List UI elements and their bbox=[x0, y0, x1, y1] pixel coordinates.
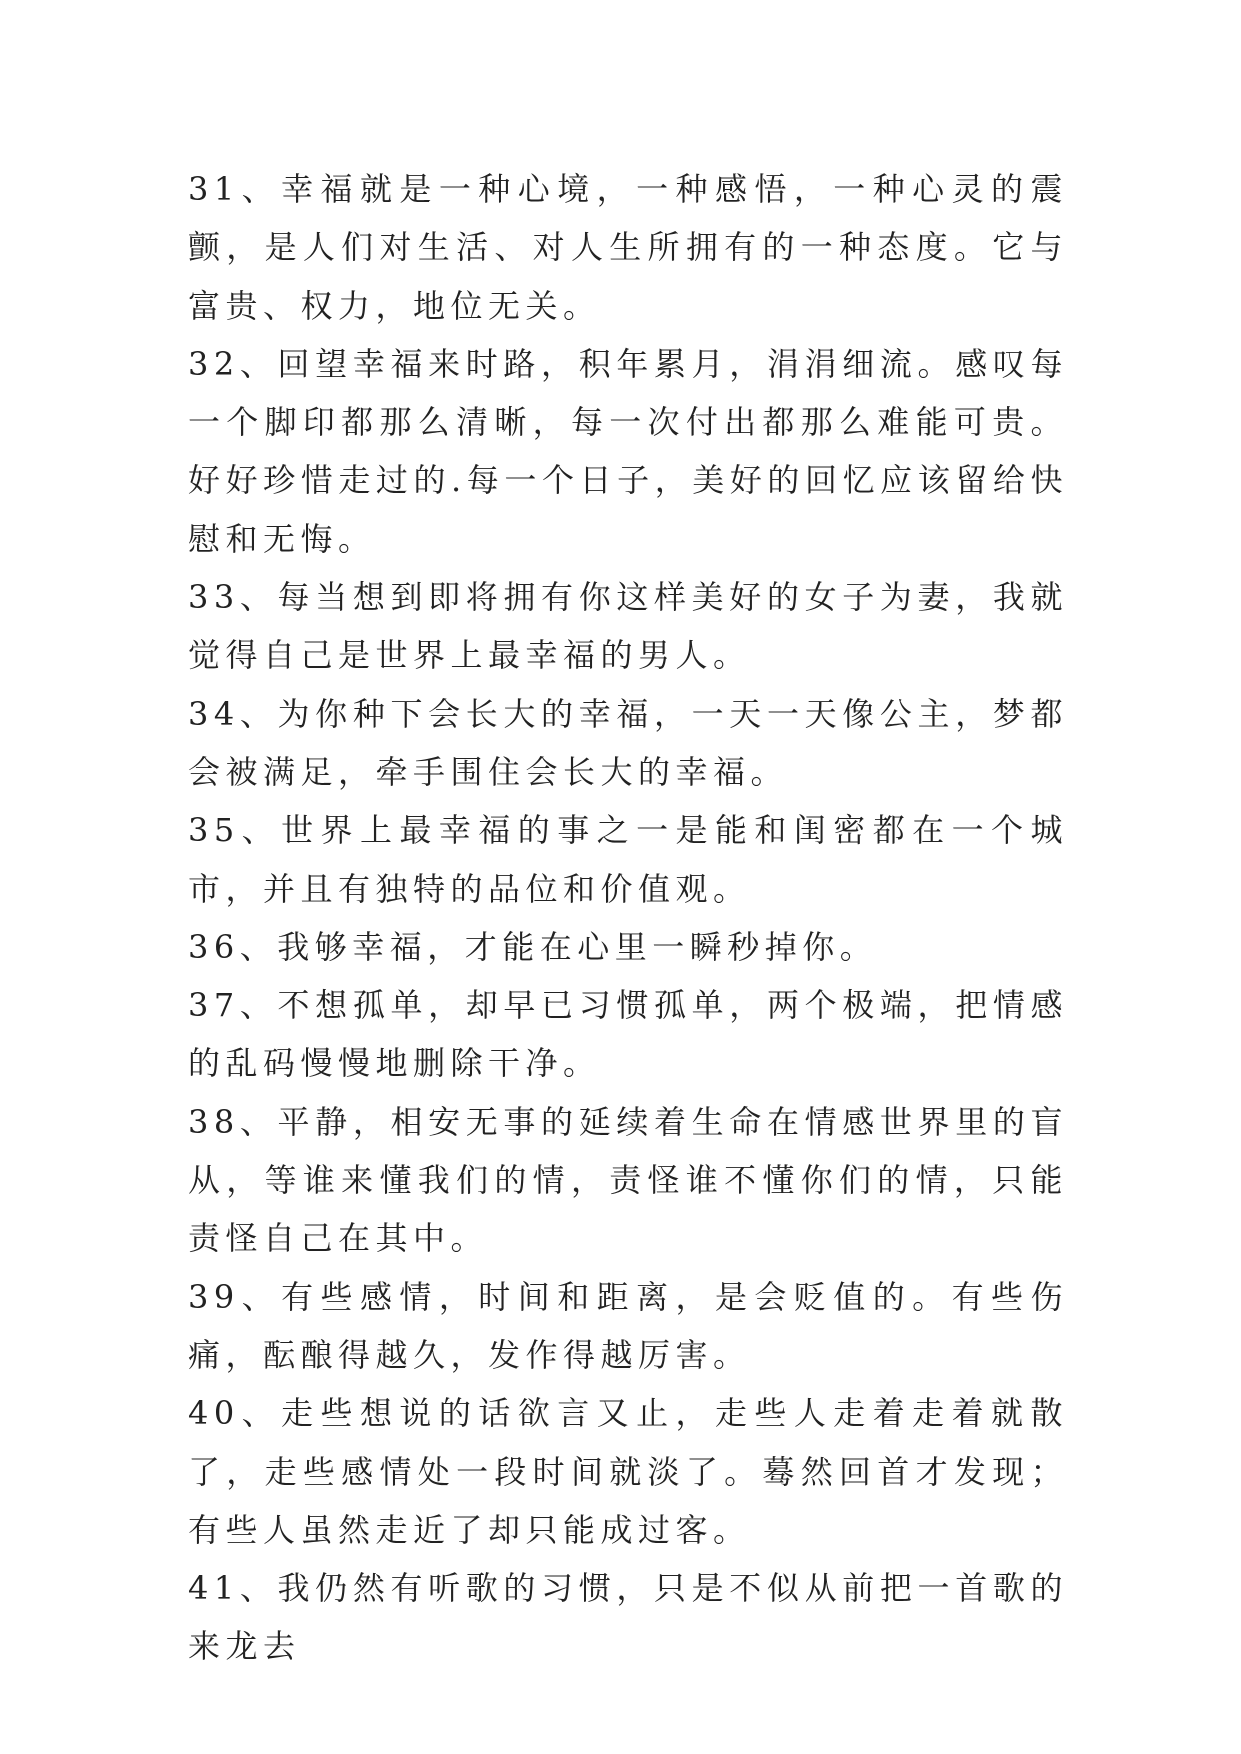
paragraph-32: 32、回望幸福来时路，积年累月，涓涓细流。感叹每一个脚印都那么清晰，每一次付出都那么难能可贵。好好珍惜走过的.每一个日子，美好的回忆应该留给快慰和无悔。 bbox=[188, 344, 1068, 558]
paragraph-37: 37、不想孤单，却早已习惯孤单，两个极端，把情感的乱码慢慢地删除干净。 bbox=[188, 986, 1068, 1083]
paragraph-31: 31、幸福就是一种心境，一种感悟，一种心灵的震颤，是人们对生活、对人生所拥有的一种态度。它与富贵、权力，地位无关。 bbox=[188, 170, 1068, 325]
paragraph-38: 38、平静，相安无事的延续着生命在情感世界里的盲从，等谁来懂我们的情，责怪谁不懂你们的情，只能责怪自己在其中。 bbox=[188, 1102, 1068, 1258]
paragraph-39: 39、有些感情，时间和距离，是会贬值的。有些伤痛，酝酿得越久，发作得越厉害。 bbox=[188, 1277, 1068, 1374]
document-page bbox=[188, 160, 1068, 1676]
paragraph-40: 40、走些想说的话欲言又止，走些人走着走着就散了，走些感情处一段时间就淡了。蓦然回首才发现；有些人虽然走近了却只能成过客。 bbox=[188, 1394, 1068, 1549]
paragraph-41: 41、我仍然有听歌的习惯，只是不似从前把一首歌的来龙去 bbox=[188, 1569, 1068, 1666]
paragraph-36: 36、我够幸福，才能在心里一瞬秒掉你。 bbox=[188, 927, 878, 966]
paragraph-33: 33、每当想到即将拥有你这样美好的女子为妻，我就觉得自己是世界上最幸福的男人。 bbox=[188, 578, 1068, 675]
paragraph-35: 35、世界上最幸福的事之一是能和闺密都在一个城市，并且有独特的品位和价值观。 bbox=[188, 811, 1068, 908]
paragraph-34: 34、为你种下会长大的幸福，一天一天像公主，梦都会被满足，牵手围住会长大的幸福。 bbox=[188, 694, 1068, 791]
